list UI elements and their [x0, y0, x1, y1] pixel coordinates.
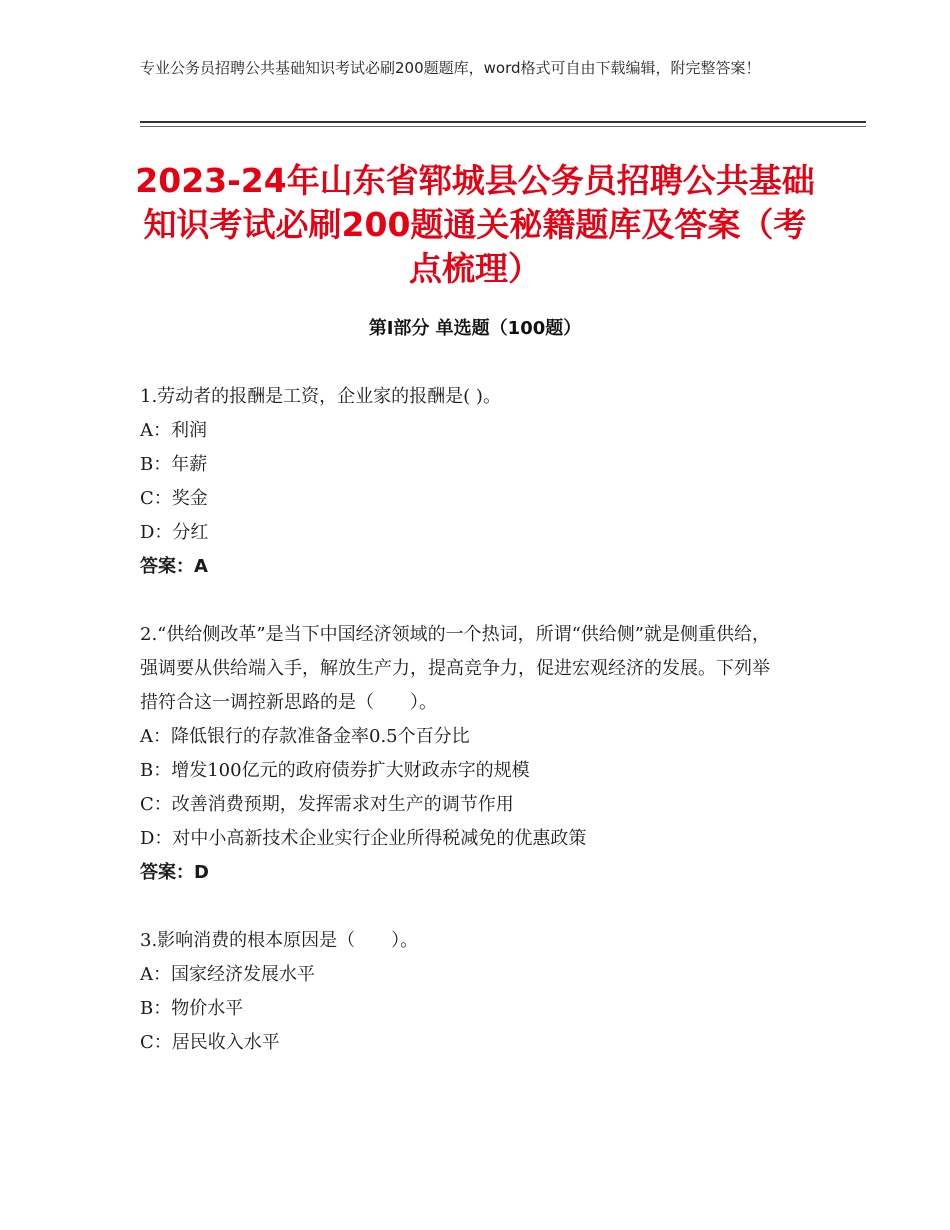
option-a: A：利润 [140, 420, 207, 441]
question-stem: 3.影响消费的根本原因是（ ）。 [140, 930, 419, 951]
option-c: C：奖金 [140, 488, 208, 509]
option-b: B：增发100亿元的政府债券扩大财政赤字的规模 [140, 760, 530, 781]
option-c: C：改善消费预期，发挥需求对生产的调节作用 [140, 794, 514, 815]
option-c: C：居民收入水平 [140, 1032, 280, 1053]
option-d: D：分红 [140, 522, 209, 543]
option-b: B：年薪 [140, 454, 208, 475]
section-title: 第Ⅰ部分 单选题（100题） [368, 318, 582, 339]
answer: 答案：A [140, 556, 208, 577]
option-a: A：国家经济发展水平 [140, 964, 315, 985]
header-divider-thin [140, 126, 866, 127]
header-note: 专业公务员招聘公共基础知识考试必刷200题题库，word格式可自由下载编辑，附完整答案！ [140, 59, 761, 77]
question-list [140, 380, 780, 1094]
option-b: B：物价水平 [140, 998, 244, 1019]
question-1 [140, 380, 780, 584]
question-stem: 2.“供给侧改革”是当下中国经济领域的一个热词，所谓“供给侧”就是侧重供给，强调要从供给端入手，解放生产力，提高竞争力，促进宏观经济的发展。下列举措符合这一调控新思路的是（ ）。 [140, 624, 770, 713]
document-title: 2023-24年山东省郓城县公务员招聘公共基础知识考试必刷200题通关秘籍题库及答案（考点梳理） [135, 161, 815, 288]
header-divider-thick [140, 121, 866, 123]
question-3 [140, 924, 780, 1060]
question-2 [140, 618, 780, 890]
option-a: A：降低银行的存款准备金率0.5个百分比 [140, 726, 470, 747]
question-stem: 1.劳动者的报酬是工资，企业家的报酬是( )。 [140, 386, 501, 407]
answer: 答案：D [140, 862, 209, 883]
option-d: D：对中小高新技术企业实行企业所得税减免的优惠政策 [140, 828, 587, 849]
